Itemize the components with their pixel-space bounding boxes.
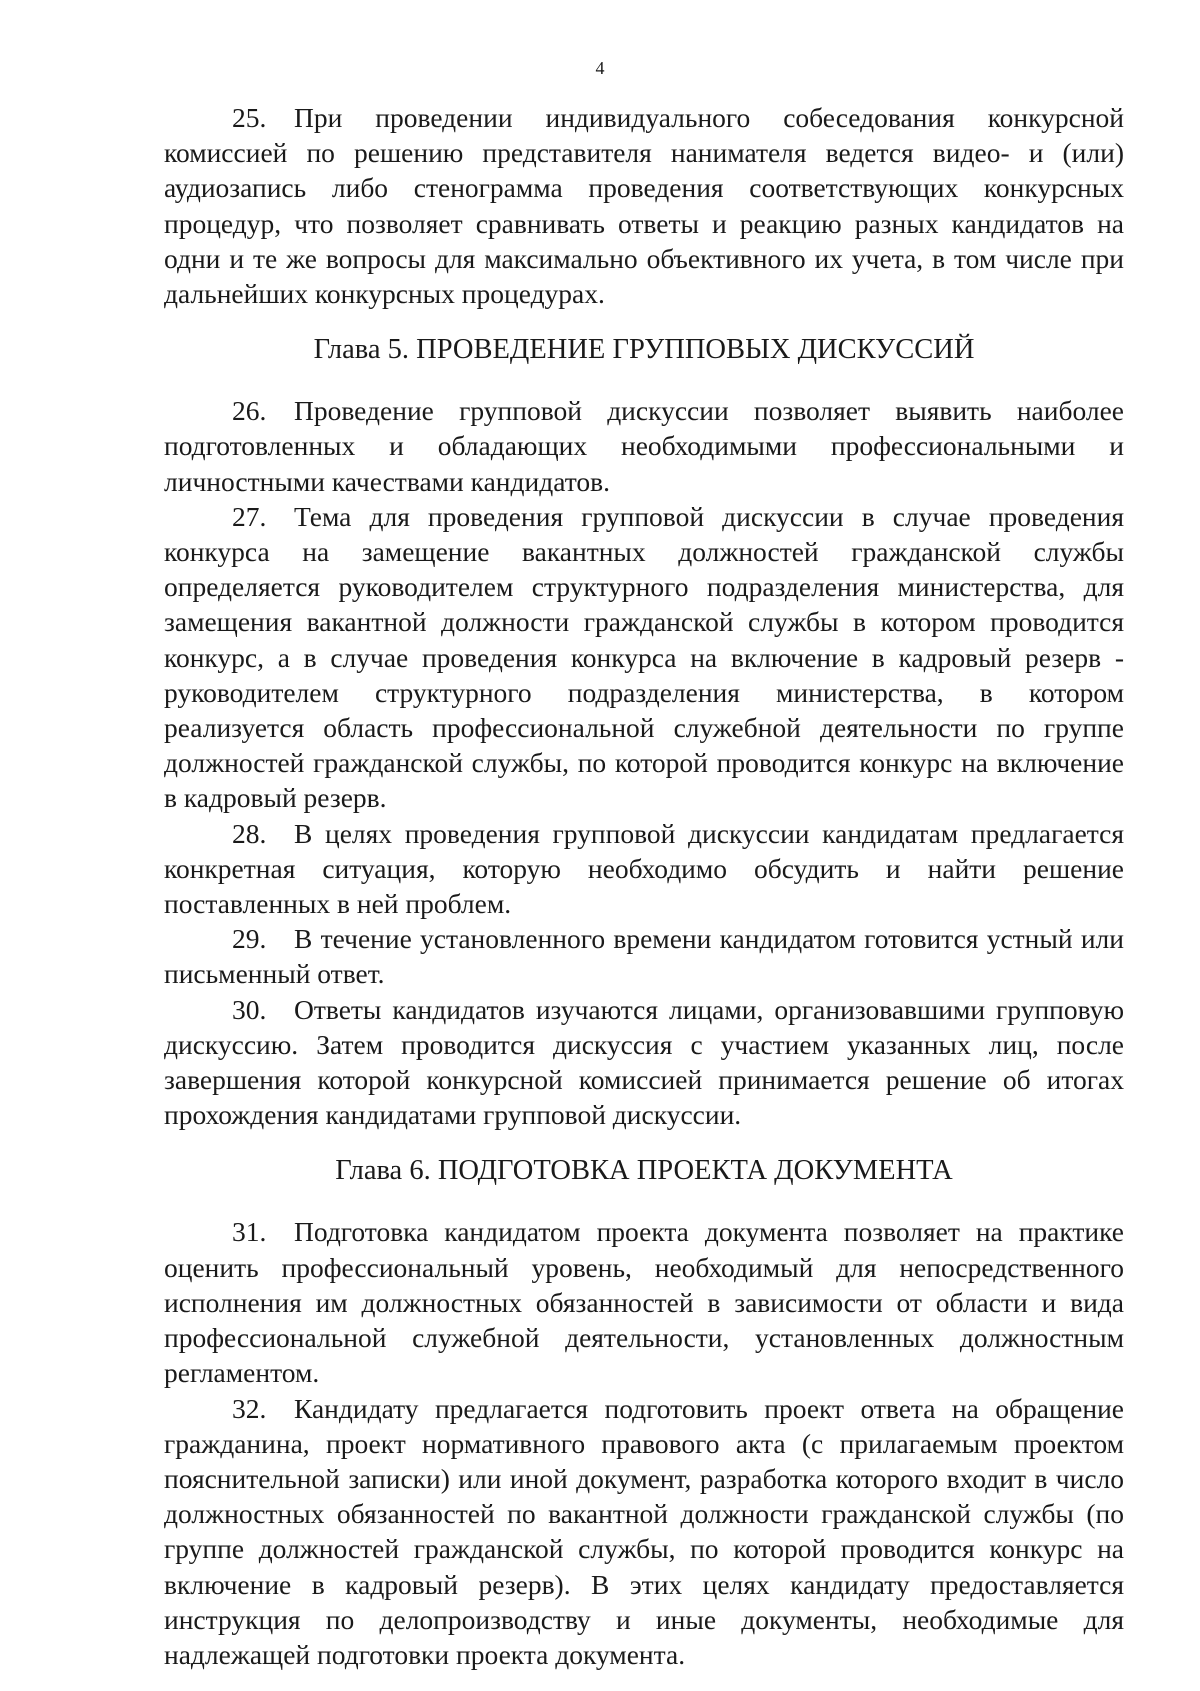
chapter-6-heading: Глава 6. ПОДГОТОВКА ПРОЕКТА ДОКУМЕНТА	[335, 1155, 953, 1187]
paragraph-text: В целях проведения групповой дискуссии кандидатам предлагается конкретная ситуация, которую необходимо обсудить и найти решение поставленных в ней проблем.	[164, 817, 1124, 920]
chapter-5-heading: Глава 5. ПРОВЕДЕНИЕ ГРУППОВЫХ ДИСКУССИЙ	[313, 334, 975, 366]
paragraph-text: Проведение групповой дискуссии позволяет выявить наиболее подготовленных и обладающих необходимыми профессиональными и личностными качествами кандидатов.	[164, 395, 1124, 497]
paragraph-number: 25.	[232, 102, 267, 133]
paragraph-27	[164, 499, 1124, 816]
paragraph-26	[164, 393, 1124, 499]
paragraph-30	[164, 992, 1124, 1133]
paragraph-number: 26.	[232, 395, 267, 427]
paragraph-number: 30.	[232, 993, 267, 1025]
paragraph-number: 31.	[232, 1216, 267, 1248]
paragraph-number: 29.	[232, 923, 267, 955]
paragraph-28	[164, 816, 1124, 922]
paragraph-text: В течение установленного времени кандидатом готовится устный или письменный ответ.	[164, 923, 1124, 990]
paragraph-text: Тема для проведения групповой дискуссии в случае проведения конкурса на замещение вакантных должностей гражданской службы определяется руководителем структурного подразделения министерства, для замещения вакантной должности гражданской службы в котором проводится конкурс, а в случае проведения конкурса на включение в кадровый резерв - руководителем структурного подразделения министерства, в котором реализуется область профессиональной служебной деятельности по группе должностей гражданской службы, по которой проводится конкурс на включение в кадровый резерв.	[164, 500, 1124, 814]
paragraph-25	[164, 100, 1124, 311]
paragraph-32	[164, 1391, 1124, 1673]
paragraph-text: Кандидату предлагается подготовить проект ответа на обращение гражданина, проект нормативного правового акта (с прилагаемым проектом пояснительной записки) или иной документ, разработка которого входит в число должностных обязанностей по вакантной должности гражданской службы (по группе должностей гражданской службы, по которой проводится конкурс на включение в кадровый резерв). В этих целях кандидату предоставляется инструкция по делопроизводству и иные документы, необходимые для надлежащей подготовки проекта документа.	[164, 1392, 1124, 1670]
paragraph-number: 32.	[232, 1392, 267, 1424]
document-body	[164, 100, 1124, 1672]
paragraph-number: 28.	[232, 817, 267, 849]
paragraph-29	[164, 921, 1124, 991]
paragraph-31	[164, 1214, 1124, 1390]
paragraph-text: При проведении индивидуального собеседования конкурсной комиссией по решению представителя нанимателя ведется видео- и (или) аудиозапись либо стенограмма проведения соответствующих конкурсных процедур, что позволяет сравнивать ответы и реакцию разных кандидатов на одни и те же вопросы для максимально объективного их учета, в том числе при дальнейших конкурсных процедурах.	[164, 102, 1124, 310]
paragraph-number: 27.	[232, 500, 267, 532]
paragraph-text: Ответы кандидатов изучаются лицами, организовавшими групповую дискуссию. Затем проводится дискуссия с участием указанных лиц, после завершения которой конкурсной комиссией принимается решение об итогах прохождения кандидатами групповой дискуссии.	[164, 993, 1124, 1131]
page-number: 4	[595, 58, 605, 78]
paragraph-text: Подготовка кандидатом проекта документа позволяет на практике оценить профессиональный уровень, необходимый для непосредственного исполнения им должностных обязанностей в зависимости от области и вида профессиональной служебной деятельности, установленных должностным регламентом.	[164, 1216, 1124, 1389]
